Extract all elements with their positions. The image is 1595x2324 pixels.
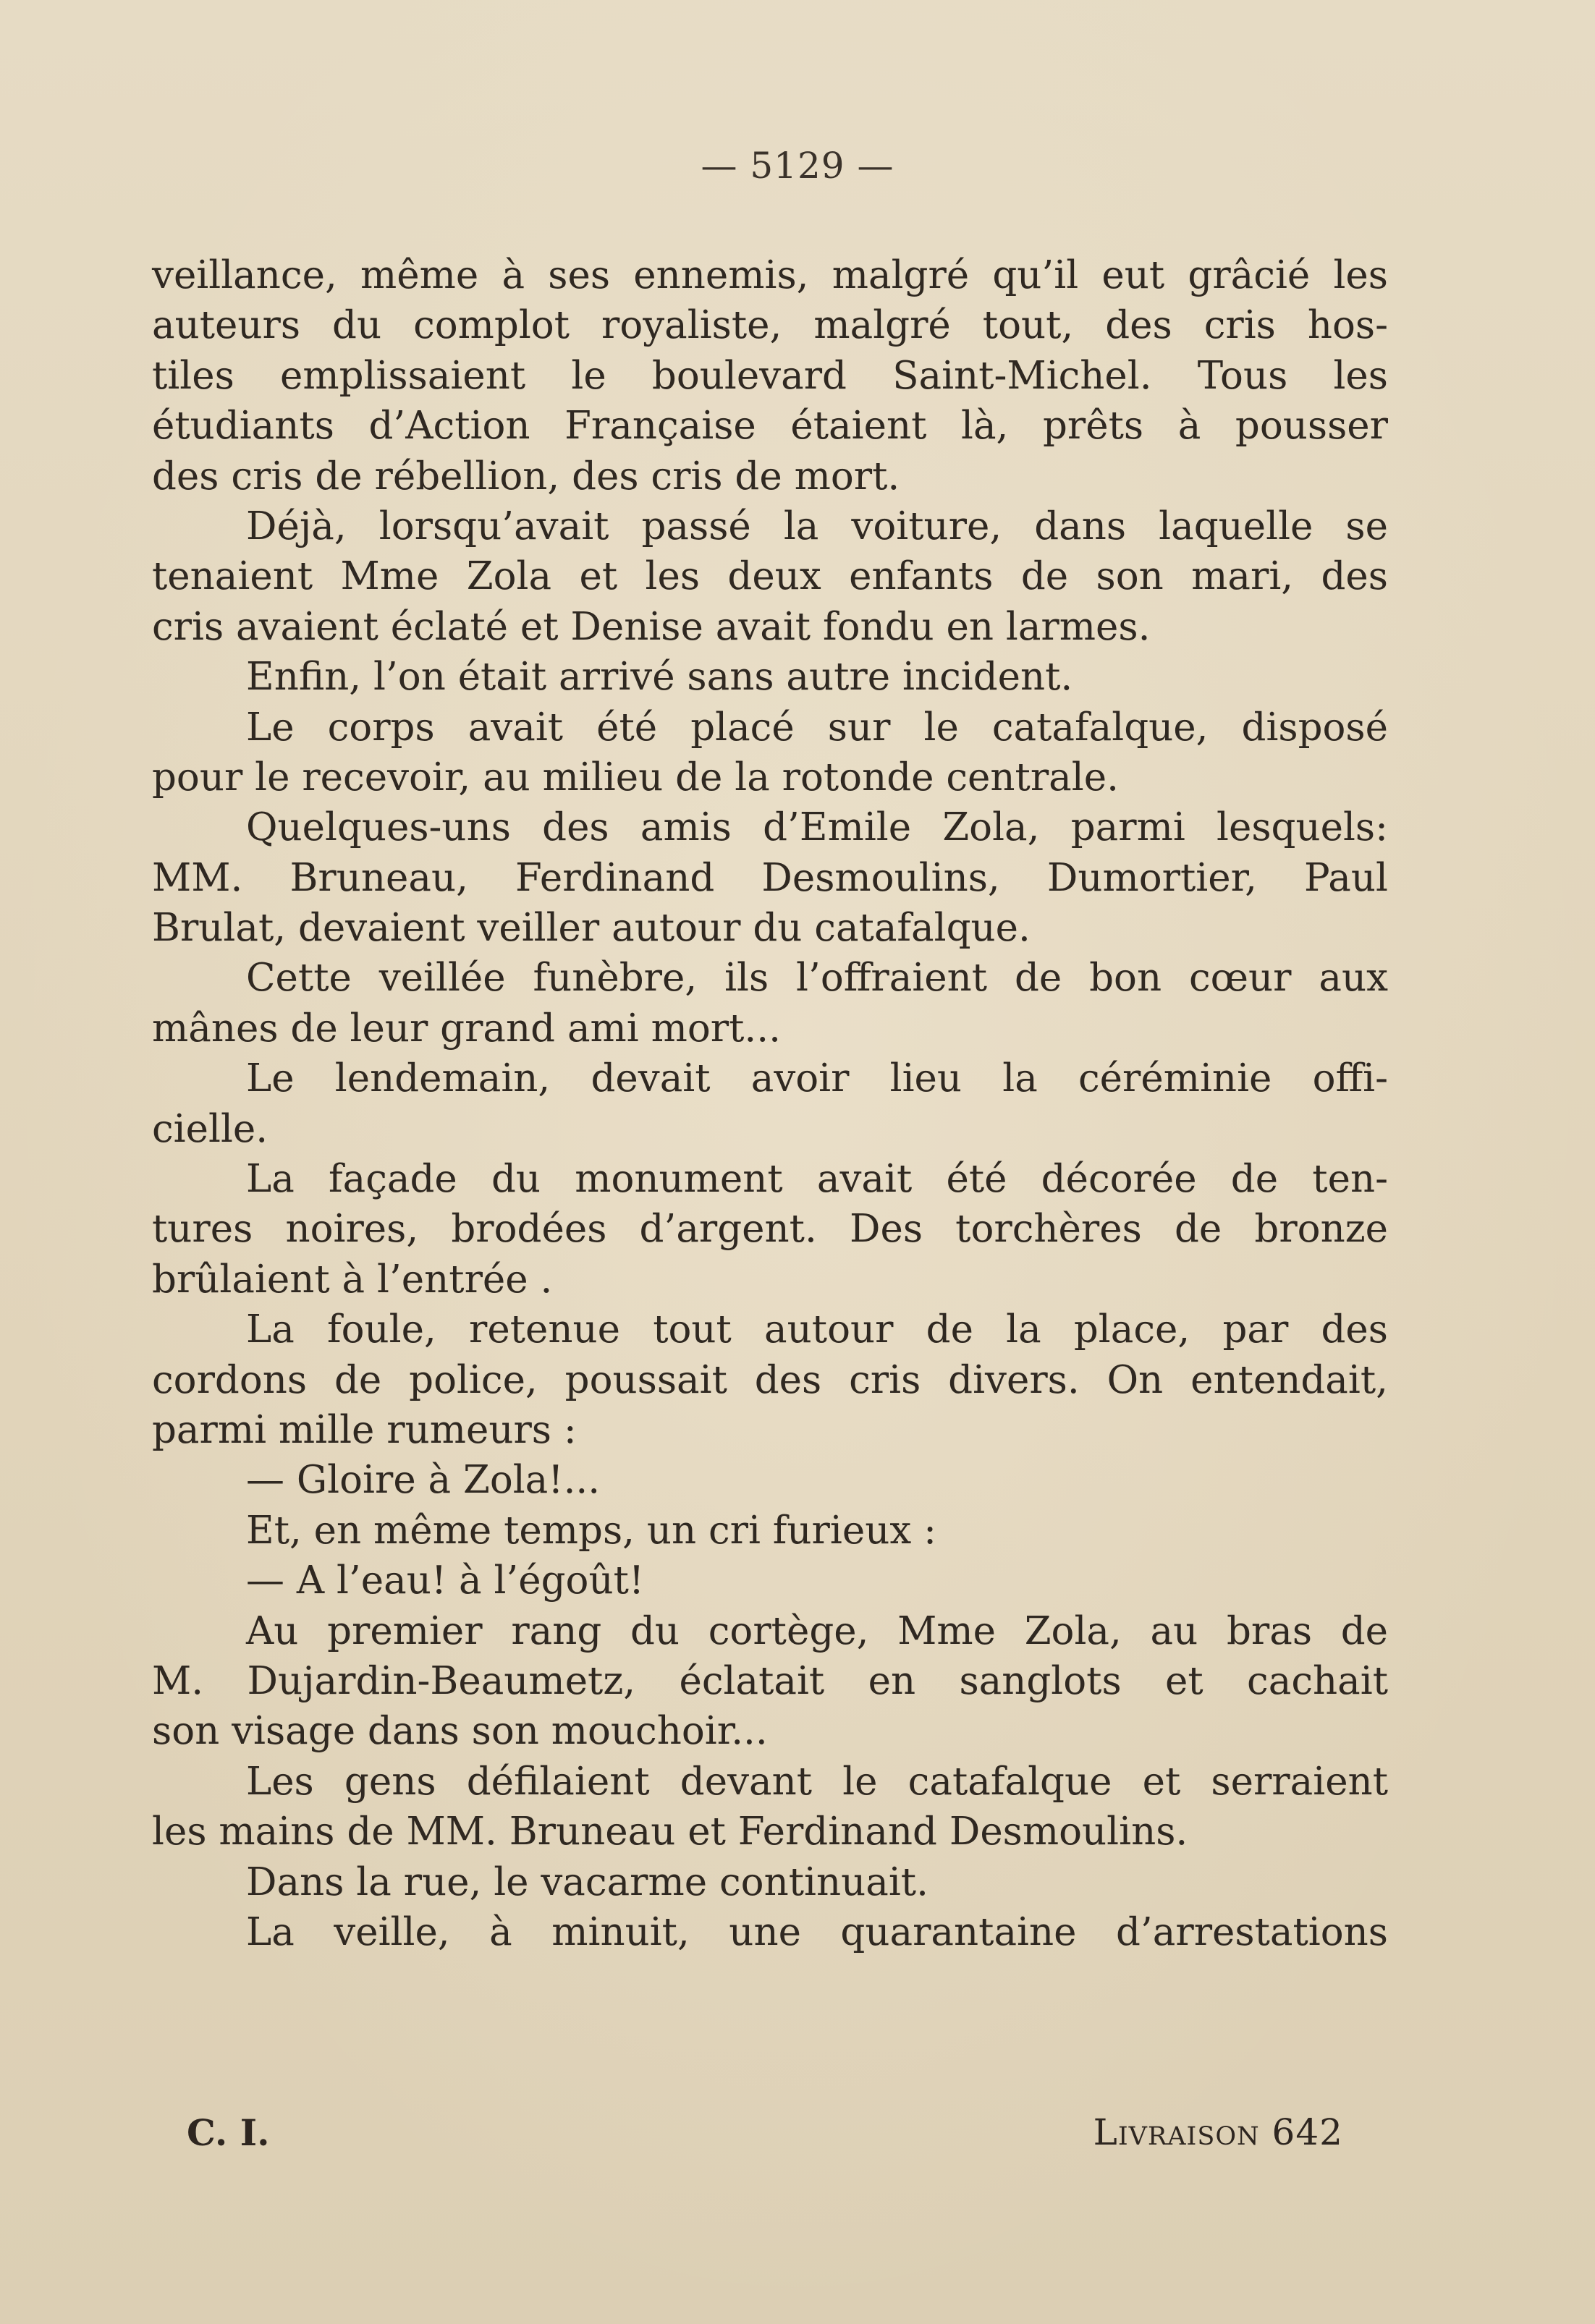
text-line: Quelques-uns des amis d’Emile Zola, parmi lesquels:	[246, 805, 1388, 850]
text-line: Dans la rue, le vacarme continuait.	[246, 1859, 928, 1904]
text-line: auteurs du complot royaliste, malgré tout, des cris hos-	[152, 303, 1388, 348]
text-line: cris avaient éclaté et Denise avait fondu en larmes.	[152, 604, 1151, 649]
text-line: brûlaient à l’entrée .	[152, 1257, 553, 1302]
text-line: Brulat, devaient veiller autour du catafalque.	[152, 906, 1031, 951]
text-line: tenaient Mme Zola et les deux enfants de son mari, des	[152, 554, 1388, 599]
text-line: La façade du monument avait été décorée de ten-	[246, 1157, 1388, 1202]
text-line: étudiants d’Action Française étaient là, prêts à pousser	[152, 404, 1388, 449]
text-line: Cette veillée funèbre, ils l’offraient de bon cœur aux	[246, 956, 1388, 1001]
text-line: MM. Bruneau, Ferdinand Desmoulins, Dumortier, Paul	[152, 855, 1388, 900]
text-line: cielle.	[152, 1106, 268, 1151]
text-line: Déjà, lorsqu’avait passé la voiture, dans laquelle se	[246, 504, 1388, 548]
text-line: son visage dans son mouchoir...	[152, 1709, 768, 1754]
text-line: Le corps avait été placé sur le catafalque, disposé	[246, 705, 1388, 750]
text-line: tures noires, brodées d’argent. Des torchères de bronze	[152, 1207, 1388, 1252]
body-text	[152, 250, 1388, 1957]
text-line: veillance, même à ses ennemis, malgré qu’il eut grâcié les	[152, 253, 1388, 297]
text-line: — A l’eau! à l’égoût!	[246, 1558, 645, 1603]
text-line: Les gens défilaient devant le catafalque et serraient	[246, 1759, 1388, 1804]
text-line: Au premier rang du cortège, Mme Zola, au bras de	[246, 1608, 1388, 1653]
text-line: les mains de MM. Bruneau et Ferdinand Desmoulins.	[152, 1810, 1188, 1854]
text-line: tiles emplissaient le boulevard Saint-Michel. Tous les	[152, 353, 1388, 398]
text-line: Enfin, l’on était arrivé sans autre incident.	[246, 655, 1073, 700]
text-line: Le lendemain, devait avoir lieu la céréminie offi-	[246, 1056, 1388, 1101]
text-line: Et, en même temps, un cri furieux :	[246, 1508, 936, 1553]
text-line: pour le recevoir, au milieu de la rotonde centrale.	[152, 755, 1119, 800]
text-line: La foule, retenue tout autour de la place, par des	[246, 1307, 1388, 1352]
text-line: cordons de police, poussait des cris divers. On entendait,	[152, 1357, 1388, 1402]
text-line: parmi mille rumeurs :	[152, 1407, 577, 1452]
text-line: — Gloire à Zola!...	[246, 1458, 601, 1503]
signature-mark: C. I.	[187, 2111, 270, 2154]
page-footer	[0, 2111, 1595, 2162]
text-line: M. Dujardin-Beaumetz, éclatait en sanglots et cachait	[152, 1658, 1388, 1703]
text-line: La veille, à minuit, une quarantaine d’arrestations	[246, 1909, 1388, 1954]
page-number: — 5129 —	[701, 145, 894, 187]
livraison-number: Livraison 642	[1093, 2111, 1343, 2153]
text-line: des cris de rébellion, des cris de mort.	[152, 454, 900, 499]
text-line: mânes de leur grand ami mort...	[152, 1006, 781, 1051]
